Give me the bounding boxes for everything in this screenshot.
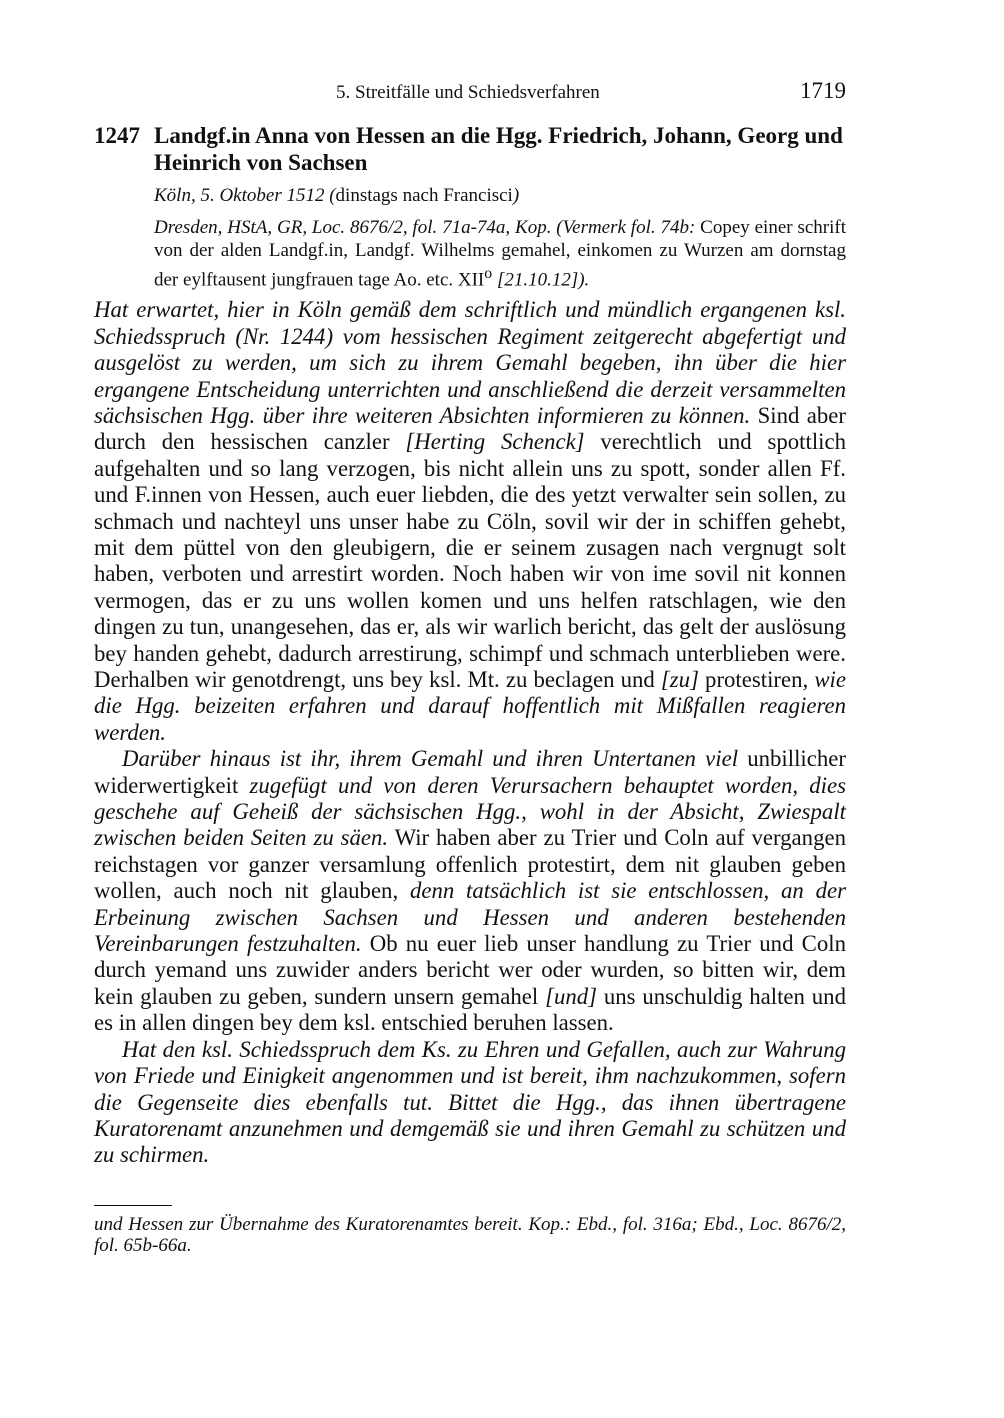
editorial-summary-text: , denn tatsächlich ist sie entschlossen, an der Erbeinung zwischen Sachsen und Hessen und anderen bestehenden Vereinbarungen festzuhalten. — [94, 878, 846, 957]
editorial-summary-text: [Herting Schenck] — [405, 429, 585, 455]
entry-heading — [94, 122, 846, 176]
source-date-bracket: [21.10.12]). — [492, 269, 590, 291]
editorial-summary-text: , wie die Hgg. beizeiten erfahren und darauf hoffentlich mit Mißfallen reagieren werden. — [94, 667, 847, 745]
body-paragraph — [94, 1037, 846, 1169]
entry-number: 1247 — [94, 123, 140, 148]
source-superscript: o — [484, 265, 493, 282]
source-quote-text: Sind aber durch den hessischen canzler — [94, 402, 846, 455]
entry-date — [154, 184, 846, 207]
date-close: ) — [512, 185, 520, 206]
source-note: Copey einer schrift von der alden Landgf.in, Landgf. Wilhelms gemahel, einkomen zu Wurzen am dornstag der eylftausent jungfrauen tage Ao. etc. XII — [154, 217, 846, 291]
editorial-summary-text: Darüber hinaus ist ihr, ihrem Gemahl und ihren Untertanen viel — [122, 746, 739, 772]
source-quote-text: Ob nu euer lieb unser handlung zu Trier und Coln durch yemand uns zuwider anders bericht wer oder wurden, so bitten wir, dem kein glauben zu geben, sundern unsern gemahel — [94, 931, 846, 1009]
body-text — [94, 297, 846, 1168]
source-quote-text: unbillicher widerwertigkeit — [94, 746, 846, 798]
source-quote-text: uns unschuldig halten und es in allen dingen bey dem ksl. entschied beruhen lassen. — [94, 983, 846, 1036]
source-quote-text: verechtlich und spottlich aufgehalten und so lang verzogen, bis nicht allein uns zu spott, sonder allen Ff. und F.innen von Hessen, auch euer liebden, die des yetzt verwalter sein sollen, zu schmach und nachteyl uns unser habe zu Cöln, sovil wir der in schiffen gehebt, mit dem püttel von den gleubigern, die er seinem zusagen nach vergnugt solt haben, verboten und arrestirt worden. Noch haben wir von ime sovil nit konnen vermogen, das er zu uns wollen komen und uns helfen ratschlagen, wie den dingen zu tun, unangesehen, das er, als wir warlich bericht, das gelt der auslösung bey handen gehebt, dadurch arrestirung, schimpf und schmach unterblieben were. Derhalben wir genotdrengt, uns bey ksl. Mt. zu beclagen und — [94, 429, 847, 693]
body-paragraph — [94, 746, 846, 1036]
page-number: 1719 — [800, 78, 846, 103]
source-quote-text: Wir haben aber zu Trier und Coln auf vergangen reichstagen vor ganzer versamlung offenlich protestirt, dem nit glauben geben wollen, auch noch nit glauben — [94, 825, 846, 904]
footnote: und Hessen zur Übernahme des Kuratorenamtes bereit. Kop.: Ebd., fol. 316a; Ebd., Loc. 8676/2, fol. 65b-66a. — [94, 1213, 846, 1256]
footnote-rule — [94, 1205, 172, 1206]
entry-title: Landgf.in Anna von Hessen an die Hgg. Friedrich, Johann, Georg und Heinrich von Sachsen — [154, 123, 843, 175]
editorial-summary-text: [zu] — [660, 667, 699, 693]
editorial-summary-text: Hat den ksl. Schiedsspruch dem Ks. zu Ehren und Gefallen, auch zur Wahrung von Friede und Einigkeit angenommen und ist bereit, ihm nachzukommen, sofern die Gegenseite dies ebenfalls tut. Bittet die Hgg., das ihnen übertragene Kuratorenamt anzunehmen und demgemäß sie und ihren Gemahl zu schützen und zu schirmen. — [94, 1036, 846, 1168]
editorial-summary-text: Hat erwartet, hier in Köln gemäß dem schriftlich und mündlich ergangenen ksl. Schiedsspruch (Nr. 1244) vom hessischen Regiment zeitgerecht abgefertigt und ausgelöst zu werden, um sich zu ihrem Gemahl begeben, ihn über die hier ergangene Entscheidung unterrichten und anschließend die derzeit versammelten sächsischen Hgg. über ihre weiteren Absichten informieren zu können. — [94, 297, 846, 428]
running-head — [94, 78, 846, 108]
source-citation — [154, 216, 846, 291]
date-feast: dinstags nach Francisci — [335, 185, 513, 206]
body-paragraph — [94, 297, 846, 746]
document-page — [94, 78, 846, 1256]
source-archive: Dresden, HStA, GR, Loc. 8676/2, fol. 71a-74a, Kop. (Vermerk fol. 74b: — [154, 217, 696, 238]
editorial-summary-text: zugefügt und von deren Verursachern behauptet worden, dies geschehe auf Geheiß der sächsischen Hgg., wohl in der Absicht, Zwiespalt zwischen beiden Seiten zu säen. — [94, 772, 847, 851]
source-quote-text: protestiren — [698, 667, 803, 693]
editorial-summary-text: [und] — [545, 983, 598, 1009]
chapter-title: 5. Streitfälle und Schiedsverfahren — [336, 82, 600, 103]
date-place: Köln, 5. Oktober 1512 ( — [154, 185, 336, 206]
